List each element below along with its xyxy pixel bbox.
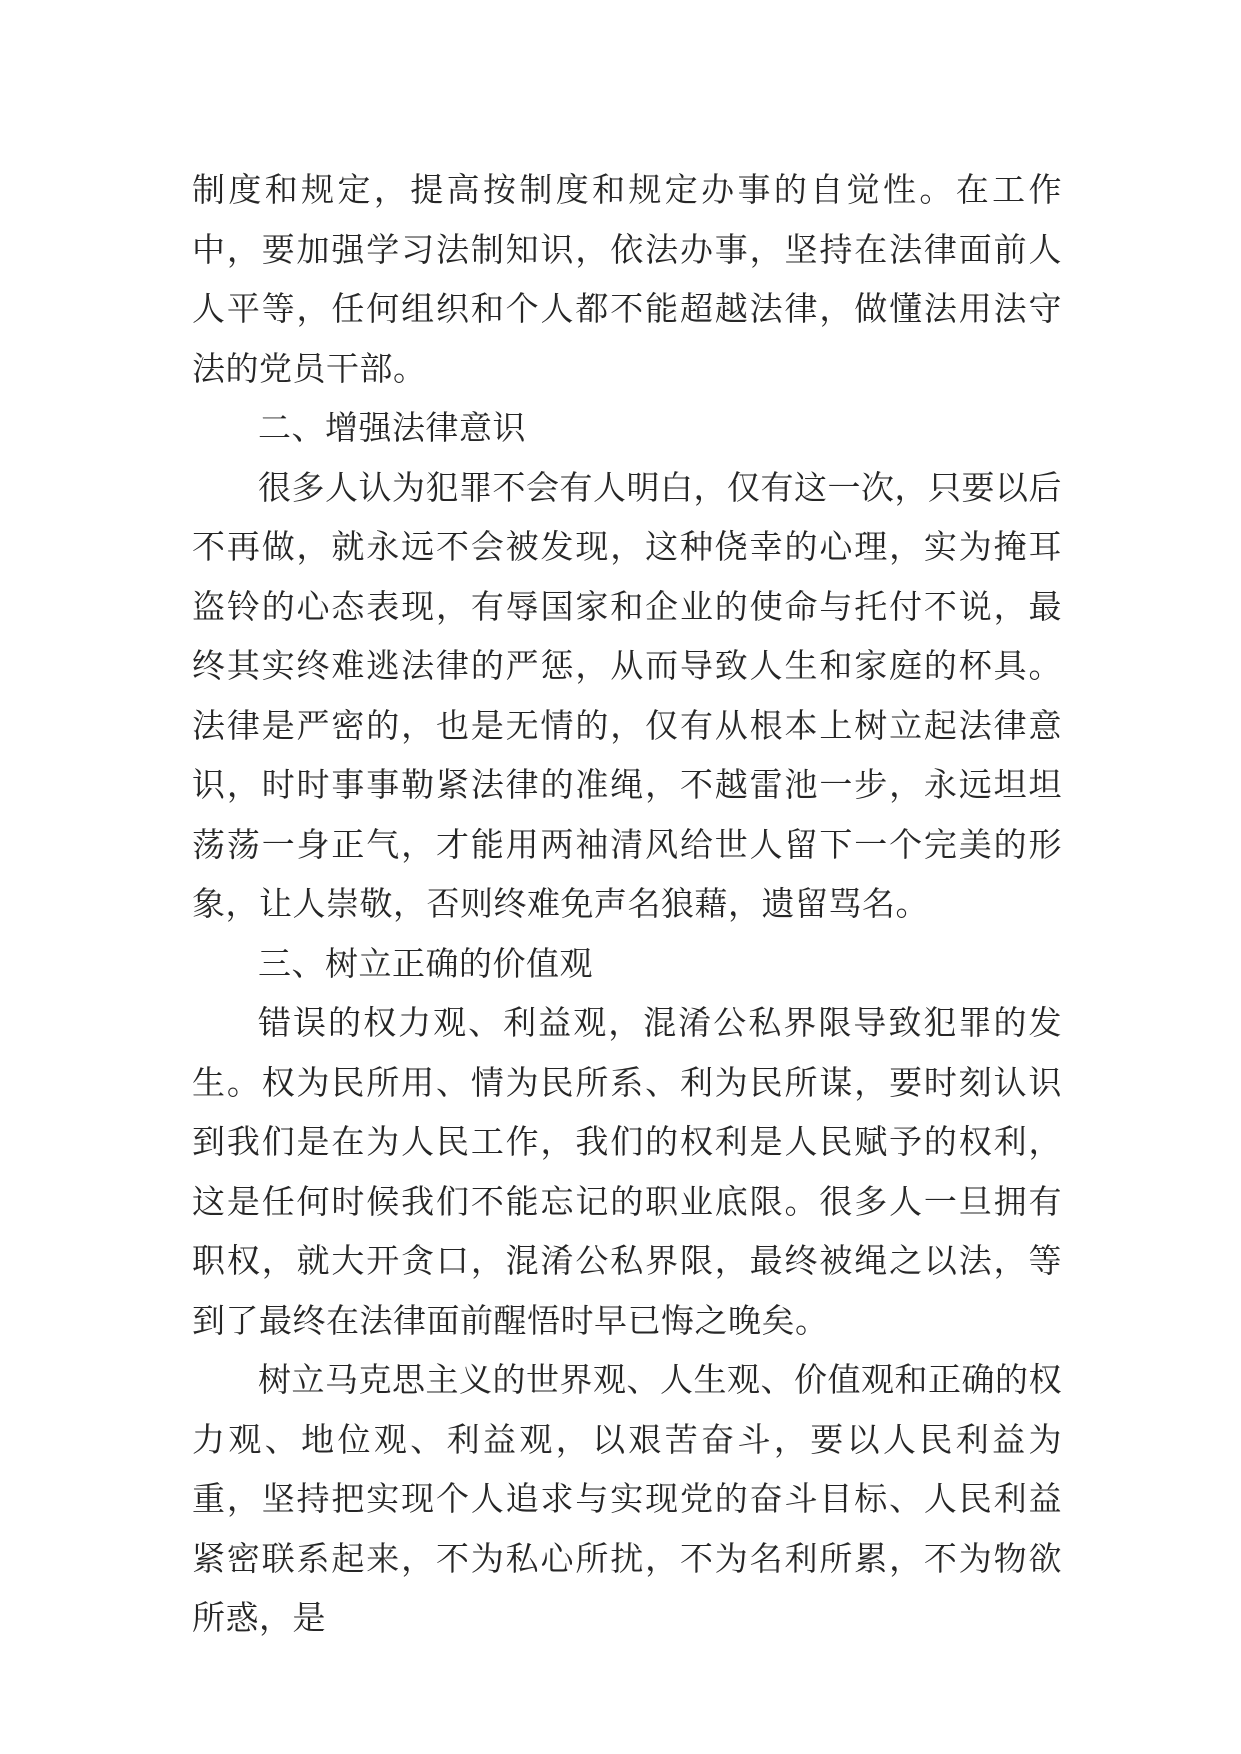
paragraph-continued: 制度和规定，提高按制度和规定办事的自觉性。在工作中，要加强学习法制知识，依法办事，坚持在法律面前人人平等，任何组织和个人都不能超越法律，做懂法用法守法的党员干部。 — [192, 170, 1062, 388]
paragraph-values-1: 错误的权力观、利益观，混淆公私界限导致犯罪的发生。权为民所用、情为民所系、利为民所谋，要时刻认识到我们是在为人民工作，我们的权利是人民赋予的权利，这是任何时候我们不能忘记的职业底限。很多人一旦拥有职权，就大开贪口，混淆公私界限，最终被绳之以法，等到了最终在法律面前醒悟时早已悔之晚矣。 — [192, 1003, 1062, 1340]
section-heading-2: 二、增强法律意识 — [258, 408, 526, 447]
paragraph-values-2: 树立马克思主义的世界观、人生观、价值观和正确的权力观、地位观、利益观，以艰苦奋斗，要以人民利益为重，坚持把实现个人追求与实现党的奋斗目标、人民利益紧密联系起来，不为私心所扰，不为名利所累，不为物欲所惑，是 — [192, 1360, 1062, 1637]
section-heading-3: 三、树立正确的价值观 — [258, 943, 593, 983]
paragraph-legal-awareness: 很多人认为犯罪不会有人明白，仅有这一次，只要以后不再做，就永远不会被发现，这种侥幸的心理，实为掩耳盗铃的心态表现，有辱国家和企业的使命与托付不说，最终其实终难逃法律的严惩，从而导致人生和家庭的杯具。法律是严密的，也是无情的，仅有从根本上树立起法律意识，时时事事勒紧法律的准绳，不越雷池一步，永远坦坦荡荡一身正气，才能用两袖清风给世人留下一个完美的形象，让人崇敬，否则终难免声名狼藉，遗留骂名。 — [192, 467, 1062, 923]
document-body — [192, 160, 1062, 1648]
